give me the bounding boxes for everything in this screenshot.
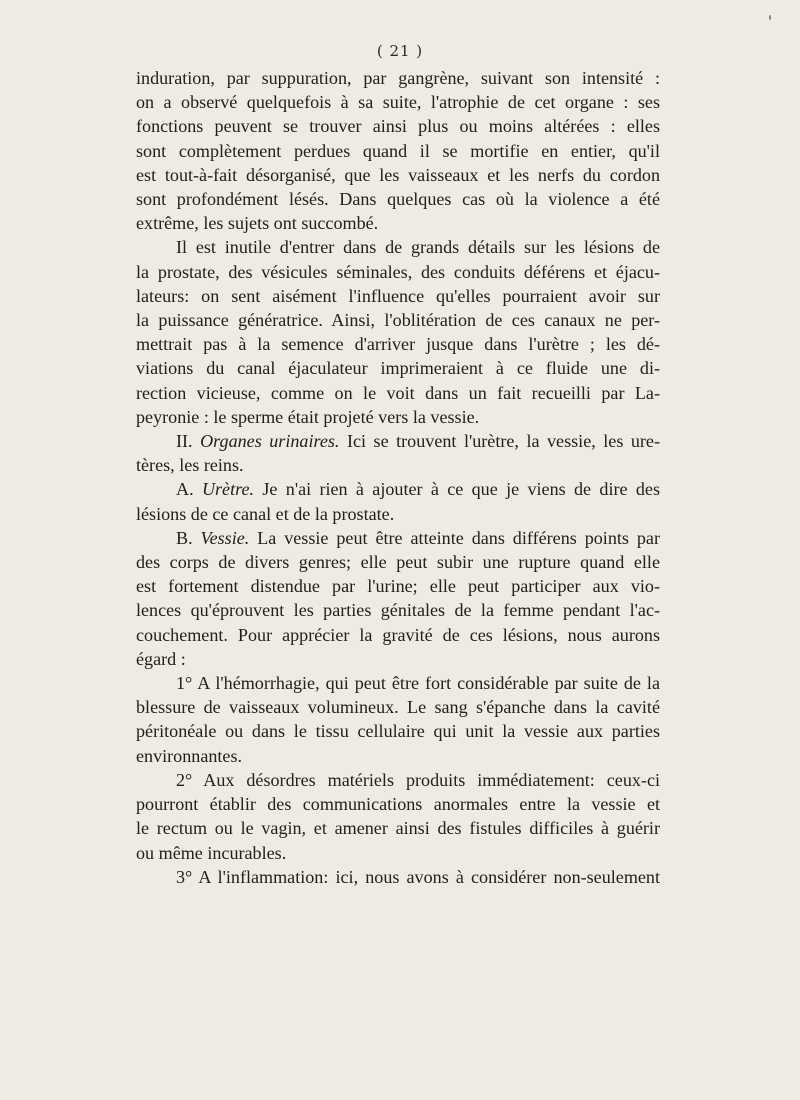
text-run: lésions de ce canal et de la prostate. [136,503,395,524]
text-line [136,647,660,671]
text-line [136,623,660,647]
text-line [136,695,660,719]
text-run: mettrait pas à la semence d'arriver jusque dans l'urètre ; les dé- [136,334,660,355]
text-line [136,187,660,211]
text-line [136,768,660,792]
text-run: induration, par suppuration, par gangrène, suivant son intensité : [136,68,660,88]
text-run: 3° A l'inflammation: ici, nous avons à considérer non-seulement [176,866,660,887]
page-number: ( 21 ) [376,42,424,60]
text-run: extrême, les sujets ont succombé. [136,213,379,234]
text-run: ou même incurables. [136,842,287,863]
text-line [136,163,660,187]
text-run: 1° A l'hémorrhagie, qui peut être fort considérable par suite de la [176,673,660,694]
text-run: tères, les reins. [136,455,244,476]
text-line [136,235,660,259]
text-run: Il est inutile d'entrer dans de grands détails sur les lésions de [176,237,660,258]
text-line [136,139,660,163]
text-line [136,816,660,840]
text-run: est fortement distendue par l'urine; elle peut participer aux vio- [136,576,660,597]
text-line [136,526,660,550]
text-line [136,744,660,768]
text-line [136,453,660,477]
text-run: Je n'ai rien à ajouter à ce que je viens de dire des [254,479,660,500]
italic-heading: Urètre. [201,479,255,500]
text-run: des corps de divers genres; elle peut subir une rupture quand elle [136,552,660,573]
text-line [136,284,660,308]
text-run: A. [176,479,202,500]
text-run: lateurs: on sent aisément l'influence qu'elles pourraient avoir sur [136,285,660,306]
text-run: II. [176,431,201,452]
text-run: égard : [136,648,186,669]
text-run: peyronie : le sperme était projeté vers la vessie. [136,406,480,427]
text-line [136,260,660,284]
text-line [136,719,660,743]
text-run: on a observé quelquefois à sa suite, l'atrophie de cet organe : ses [136,92,660,113]
text-line [136,90,660,114]
text-line [136,429,660,453]
text-run: Ici se trouvent l'urètre, la vessie, les ure- [339,431,660,452]
text-run: la prostate, des vésicules séminales, des conduits déférens et éjacu- [136,261,660,282]
text-line [136,356,660,380]
italic-heading: Vessie. [200,527,250,548]
text-line [136,865,660,889]
text-line [136,332,660,356]
text-run: sont complètement perdues quand il se mortifie en entier, qu'il [136,140,660,161]
text-run: B. [176,527,201,548]
text-run: péritonéale ou dans le tissu cellulaire qui unit la vessie aux parties [136,721,660,742]
text-line [136,405,660,429]
text-line [136,66,660,90]
text-line [136,671,660,695]
text-run: sont profondément lésés. Dans quelques cas où la violence a été [136,189,660,210]
text-line [136,550,660,574]
text-line [136,841,660,865]
text-run: la puissance génératrice. Ainsi, l'oblitération de ces canaux ne per- [136,310,660,331]
text-run: 2° Aux désordres matériels produits immédiatement: ceux-ci [176,769,660,790]
text-line [136,477,660,501]
text-run: La vessie peut être atteinte dans différens points par [249,527,660,548]
text-line [136,792,660,816]
text-run: est tout-à-fait désorganisé, que les vaisseaux et les nerfs du cordon [136,164,660,185]
text-line [136,211,660,235]
text-run: environnantes. [136,745,243,766]
text-line [136,114,660,138]
text-line [136,574,660,598]
paper-speck [769,15,771,20]
text-run: fonctions peuvent se trouver ainsi plus ou moins altérées : elles [136,116,660,137]
text-run: lences qu'éprouvent les parties génitales de la femme pendant l'ac- [136,600,660,621]
text-run: viations du canal éjaculateur imprimeraient à ce fluide une di- [136,358,660,379]
text-run: pourront établir des communications anormales entre la vessie et [136,794,660,815]
text-run: couchement. Pour apprécier la gravité de ces lésions, nous aurons [136,624,660,645]
body-text [136,66,660,889]
italic-heading: Organes urinaires. [200,431,340,452]
text-line [136,598,660,622]
text-line [136,308,660,332]
text-run: blessure de vaisseaux volumineux. Le sang s'épanche dans la cavité [136,697,660,718]
text-run: le rectum ou le vagin, et amener ainsi des fistules difficiles à guérir [136,818,660,839]
text-line [136,502,660,526]
text-run: rection vicieuse, comme on le voit dans un fait recueilli par La- [136,382,660,403]
text-line [136,381,660,405]
